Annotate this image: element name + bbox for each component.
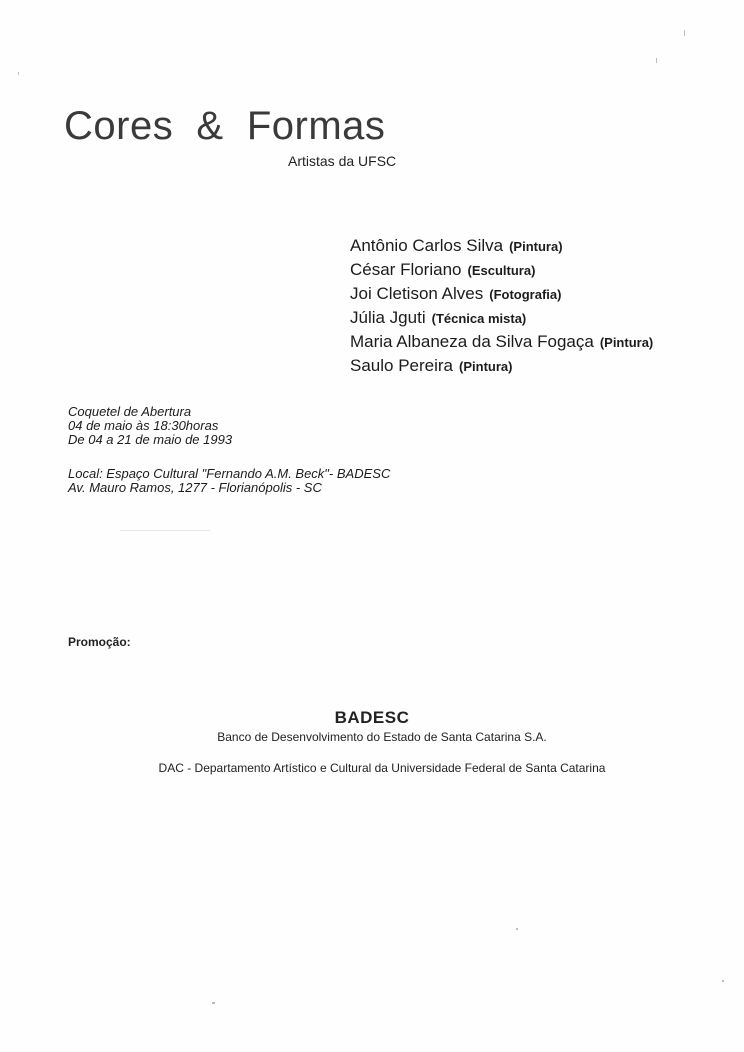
artist-item bbox=[350, 330, 653, 354]
sponsor-name: BADESC bbox=[334, 708, 410, 727]
artist-medium: (Pintura) bbox=[459, 359, 513, 374]
address: Av. Mauro Ramos, 1277 - Florianópolis - SC bbox=[68, 480, 322, 495]
scan-speck bbox=[684, 30, 685, 36]
artist-medium: (Pintura) bbox=[599, 335, 654, 350]
artist-item bbox=[350, 354, 653, 378]
artist-name: Maria Albaneza da Silva Fogaça bbox=[350, 332, 594, 351]
scan-speck bbox=[18, 72, 19, 75]
scan-speck bbox=[516, 928, 518, 930]
artist-item bbox=[350, 282, 653, 306]
artist-item bbox=[350, 258, 653, 282]
artist-item bbox=[350, 234, 653, 258]
exhibition-period: De 04 a 21 de maio de 1993 bbox=[68, 432, 233, 447]
scan-speck bbox=[722, 980, 724, 982]
opening-time: 04 de maio às 18:30horas bbox=[68, 418, 219, 433]
artist-name: César Floriano bbox=[350, 260, 462, 279]
sponsor-full-name: Banco de Desenvolvimento do Estado de Santa Catarina S.A. bbox=[217, 730, 547, 744]
artist-medium: (Fotografia) bbox=[489, 287, 562, 302]
opening-label: Coquetel de Abertura bbox=[68, 404, 192, 419]
artist-medium: (Escultura) bbox=[467, 263, 536, 278]
location-details bbox=[68, 467, 390, 495]
event-details bbox=[68, 405, 232, 447]
scan-speck bbox=[212, 1002, 215, 1004]
artist-name: Saulo Pereira bbox=[350, 356, 454, 375]
artist-item bbox=[350, 306, 653, 330]
artist-medium: (Técnica mista) bbox=[431, 311, 527, 326]
partner-name: DAC - Departamento Artístico e Cultural da Universidade Federal de Santa Catarina bbox=[158, 761, 606, 775]
exhibition-title: Cores & Formas bbox=[64, 104, 386, 148]
artist-name: Antônio Carlos Silva bbox=[350, 236, 504, 255]
artist-name: Joi Cletison Alves bbox=[350, 284, 484, 303]
artist-medium: (Pintura) bbox=[509, 239, 563, 254]
artist-name: Júlia Jguti bbox=[350, 308, 426, 327]
scan-speck bbox=[656, 58, 657, 63]
exhibition-subtitle: Artistas da UFSC bbox=[288, 153, 397, 169]
scan-speck bbox=[120, 530, 210, 531]
venue: Local: Espaço Cultural "Fernando A.M. Beck"- BADESC bbox=[68, 466, 391, 481]
promotion-label: Promoção: bbox=[68, 635, 131, 649]
artist-list bbox=[350, 234, 653, 378]
